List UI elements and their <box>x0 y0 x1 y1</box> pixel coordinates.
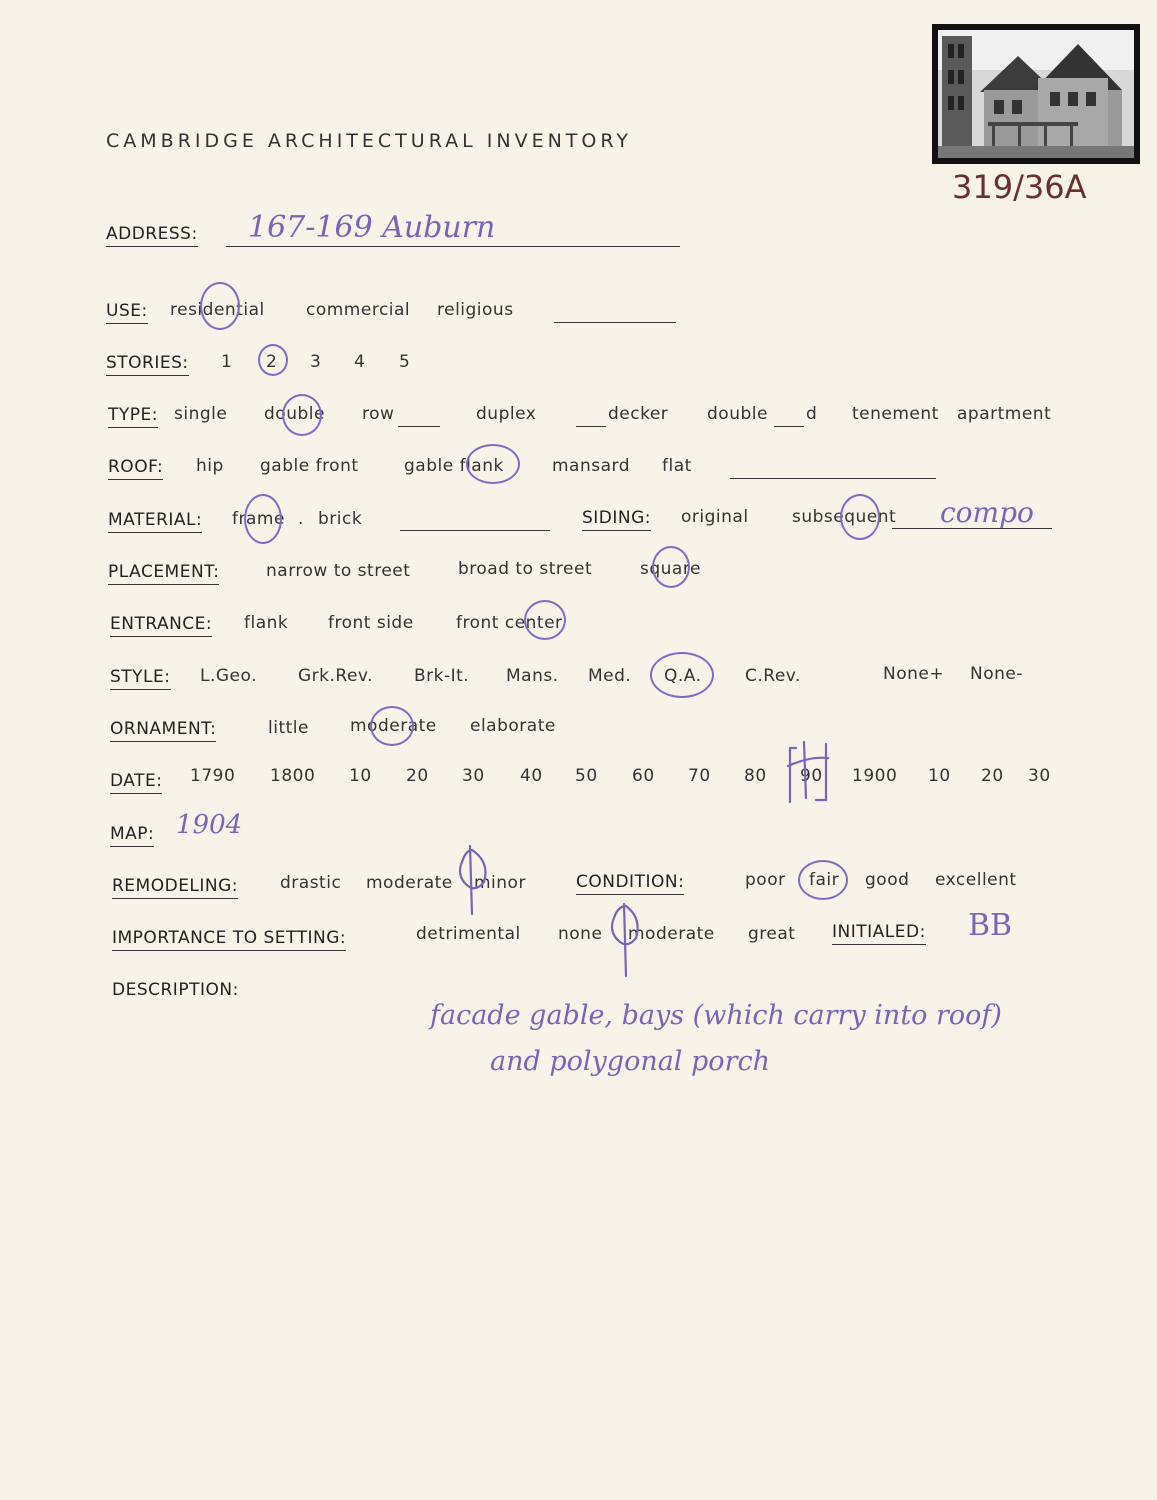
ornament-option-moderate: moderate <box>350 716 437 736</box>
material-option-frame: frame <box>232 509 285 529</box>
description-line-2: and polygonal porch <box>490 1046 770 1077</box>
photo-number: 319/36A <box>952 168 1087 206</box>
use-selection-circle <box>200 282 240 330</box>
type-option-decker: decker <box>608 404 669 424</box>
entrance-option-flank: flank <box>244 613 289 633</box>
house-photo-image <box>938 30 1134 158</box>
type-row-line <box>398 426 440 427</box>
date-option-90: 90 <box>800 766 823 786</box>
siding-selection-circle <box>840 494 880 540</box>
condition-option-poor: poor <box>745 870 786 890</box>
date-option-1790: 1790 <box>190 766 236 786</box>
use-label: USE: <box>106 301 148 324</box>
use-option-religious: religious <box>437 300 514 320</box>
style-option-brkit: Brk-It. <box>414 666 470 686</box>
remodeling-selection-mark <box>448 840 494 918</box>
stories-option-3: 3 <box>310 352 322 372</box>
condition-label: CONDITION: <box>576 872 684 895</box>
style-option-grkrev: Grk.Rev. <box>298 666 374 686</box>
importance-option-moderate: moderate <box>628 924 715 944</box>
address-line <box>226 246 680 247</box>
style-option-lgeo: L.Geo. <box>200 666 258 686</box>
initialed-label: INITIALED: <box>832 922 926 945</box>
stories-selection-circle <box>258 344 288 376</box>
roof-option-flat: flat <box>662 456 692 476</box>
type-option-tenement: tenement <box>852 404 939 424</box>
entrance-option-front-side: front side <box>328 613 414 633</box>
date-option-1900-10: 10 <box>928 766 951 786</box>
importance-option-detrimental: detrimental <box>416 924 521 944</box>
entrance-selection-circle <box>524 600 566 640</box>
remodeling-option-minor: minor <box>474 873 526 893</box>
roof-selection-circle <box>466 444 520 484</box>
style-option-crev: C.Rev. <box>745 666 801 686</box>
type-option-d: d <box>806 404 818 424</box>
date-option-40: 40 <box>520 766 543 786</box>
initialed-value: BB <box>968 908 1013 943</box>
roof-option-gable-flank: gable flank <box>404 456 504 476</box>
type-double-d-line <box>774 426 804 427</box>
stories-label: STORIES: <box>106 353 189 376</box>
material-separator: . <box>298 509 304 529</box>
type-option-double: double <box>264 404 325 424</box>
date-option-80: 80 <box>744 766 767 786</box>
use-other-line <box>554 322 676 323</box>
date-bracket-mark <box>780 738 840 808</box>
importance-option-great: great <box>748 924 796 944</box>
date-option-1800: 1800 <box>270 766 316 786</box>
map-label: MAP: <box>110 824 154 847</box>
roof-label: ROOF: <box>108 457 163 480</box>
date-label: DATE: <box>110 771 162 794</box>
roof-option-hip: hip <box>196 456 224 476</box>
material-label: MATERIAL: <box>108 510 202 533</box>
type-decker-line <box>576 426 606 427</box>
stories-option-4: 4 <box>354 352 366 372</box>
condition-selection-circle <box>798 860 848 900</box>
roof-other-line <box>730 478 936 479</box>
remodeling-option-moderate: moderate <box>366 873 453 893</box>
description-line-1: facade gable, bays (which carry into roof) <box>430 1000 1002 1031</box>
style-option-qa: Q.A. <box>664 666 702 686</box>
style-selection-circle <box>650 652 714 698</box>
house-photo <box>932 24 1140 164</box>
ornament-selection-circle <box>370 706 414 746</box>
ornament-label: ORNAMENT: <box>110 719 216 742</box>
style-option-mans: Mans. <box>506 666 559 686</box>
date-option-30: 30 <box>462 766 485 786</box>
condition-option-fair: fair <box>809 870 840 890</box>
type-option-duplex: duplex <box>476 404 537 424</box>
placement-option-broad: broad to street <box>458 559 593 579</box>
stories-option-5: 5 <box>399 352 411 372</box>
type-option-double-d: double <box>707 404 768 424</box>
form-title: CAMBRIDGE ARCHITECTURAL INVENTORY <box>106 130 632 152</box>
date-option-70: 70 <box>688 766 711 786</box>
style-label: STYLE: <box>110 667 171 690</box>
style-option-med: Med. <box>588 666 632 686</box>
importance-label: IMPORTANCE TO SETTING: <box>112 928 346 951</box>
ornament-option-little: little <box>268 718 309 738</box>
importance-option-none: none <box>558 924 603 944</box>
condition-option-excellent: excellent <box>935 870 1017 890</box>
placement-option-square: square <box>640 559 701 579</box>
type-option-row: row <box>362 404 395 424</box>
siding-value: compo <box>940 496 1034 529</box>
date-option-10: 10 <box>349 766 372 786</box>
style-option-none-plus: None+ <box>883 664 945 684</box>
date-option-1900: 1900 <box>852 766 898 786</box>
remodeling-label: REMODELING: <box>112 876 238 899</box>
type-selection-circle <box>282 394 322 436</box>
siding-option-original: original <box>681 507 749 527</box>
roof-option-gable-front: gable front <box>260 456 359 476</box>
map-value: 1904 <box>176 810 243 840</box>
date-option-1900-30: 30 <box>1028 766 1051 786</box>
placement-selection-circle <box>652 546 690 588</box>
entrance-label: ENTRANCE: <box>110 614 212 637</box>
remodeling-option-drastic: drastic <box>280 873 342 893</box>
date-option-1900-20: 20 <box>981 766 1004 786</box>
type-option-single: single <box>174 404 228 424</box>
material-selection-circle <box>244 494 282 544</box>
placement-label: PLACEMENT: <box>108 562 219 585</box>
style-option-none-minus: None- <box>970 664 1023 684</box>
address-value: 167-169 Auburn <box>248 210 496 245</box>
use-option-residential: residential <box>170 300 265 320</box>
entrance-option-front-center: front center <box>456 613 563 633</box>
date-option-20: 20 <box>406 766 429 786</box>
stories-option-1: 1 <box>221 352 233 372</box>
material-option-brick: brick <box>318 509 363 529</box>
date-option-60: 60 <box>632 766 655 786</box>
roof-option-mansard: mansard <box>552 456 631 476</box>
ornament-option-elaborate: elaborate <box>470 716 556 736</box>
use-option-commercial: commercial <box>306 300 411 320</box>
description-label: DESCRIPTION: <box>112 980 239 1000</box>
siding-label: SIDING: <box>582 508 651 531</box>
siding-option-subsequent: subsequent <box>792 507 897 527</box>
address-label: ADDRESS: <box>106 224 198 247</box>
material-other-line <box>400 530 550 531</box>
type-label: TYPE: <box>108 405 158 428</box>
type-option-apartment: apartment <box>957 404 1052 424</box>
date-option-50: 50 <box>575 766 598 786</box>
placement-option-narrow: narrow to street <box>266 561 411 581</box>
stories-option-2: 2 <box>266 352 278 372</box>
importance-selection-mark <box>600 896 646 980</box>
condition-option-good: good <box>865 870 910 890</box>
